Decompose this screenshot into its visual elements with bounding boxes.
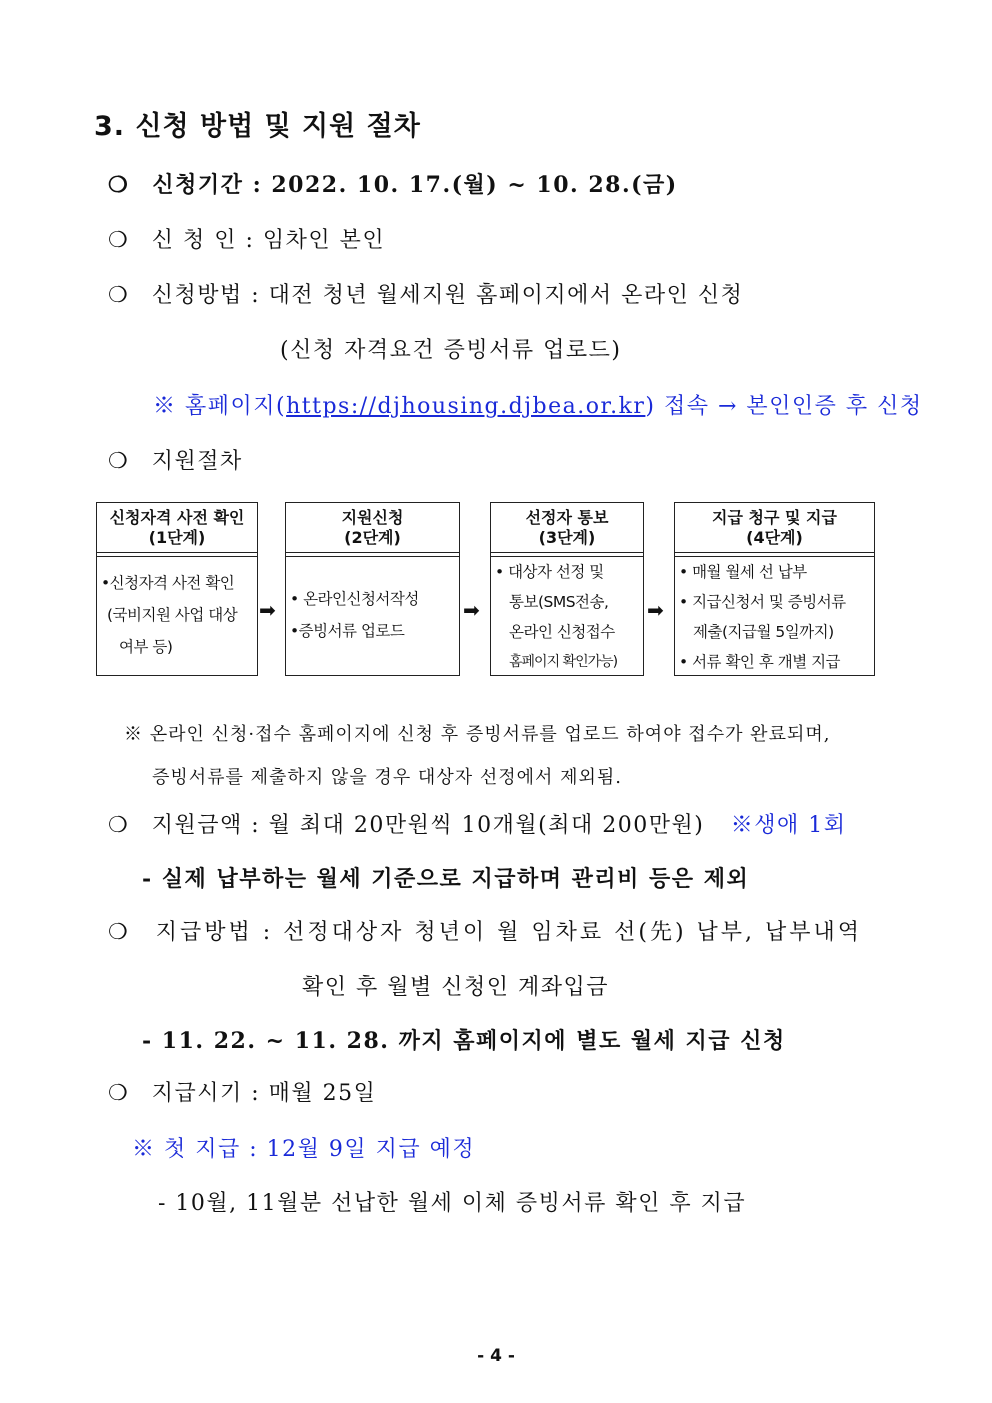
step-line: 제출(지급월 5일까지) (693, 623, 834, 641)
step-line: •증빙서류 업로드 (290, 622, 405, 640)
step-box-4 (674, 502, 875, 676)
online-note-line2: 증빙서류를 제출하지 않을 경우 대상자 선정에서 제외됨. (152, 767, 622, 788)
arrow-right-icon: ➡ (463, 598, 480, 622)
payment-method-text: 지급방법 : 선정대상자 청년이 월 임차료 선(先) 납부, 납부내역 (155, 920, 863, 945)
bullet-icon: ❍ (108, 283, 130, 308)
bullet-icon: ❍ (108, 172, 130, 198)
step-body (679, 557, 872, 675)
bullet-icon: ❍ (108, 813, 130, 838)
application-method (108, 278, 743, 309)
step-line: 홈페이지 확인가능) (509, 654, 618, 670)
step-header (675, 503, 874, 553)
payment-method-text2: 확인 후 월별 신청인 계좌입금 (302, 975, 609, 1000)
step-box-2 (285, 502, 460, 676)
online-note-line1: ※ 온라인 신청·접수 홈페이지에 신청 후 증빙서류를 업로드 하여야 접수가 완료되며, (124, 724, 831, 745)
step-title: 선정자 통보 (525, 508, 609, 527)
step-box-1 (96, 502, 258, 676)
applicant (108, 223, 385, 254)
application-period-text: 신청기간 : 2022. 10. 17.(월) ~ 10. 28.(금) (152, 172, 678, 198)
step-stage: (3단계) (538, 528, 596, 547)
step-header (491, 503, 643, 553)
step-stage: (4단계) (746, 528, 803, 547)
step-body (290, 583, 457, 675)
homepage-note-suffix: ) 접속 → 본인인증 후 신청 (645, 394, 923, 419)
step-stage: (2단계) (344, 528, 401, 547)
step-body (101, 567, 255, 675)
support-amount (108, 808, 847, 839)
bullet-icon: ❍ (108, 449, 130, 474)
section-title: 3. 신청 방법 및 지원 절차 (94, 111, 421, 142)
applicant-text: 신 청 인 : 임차인 본인 (151, 228, 386, 253)
payment-time (108, 1076, 376, 1107)
procedure-heading (108, 444, 243, 475)
application-period (108, 168, 678, 199)
step-line: • 대상자 선정 및 (495, 563, 604, 581)
support-amount-sub: - 실제 납부하는 월세 기준으로 지급하며 관리비 등은 제외 (142, 866, 750, 892)
homepage-link[interactable]: https://djhousing.djbea.or.kr (286, 394, 646, 419)
support-amount-text: 지원금액 : 월 최대 20만원씩 10개월(최대 200만원) (151, 813, 705, 838)
first-payment-note: ※ 첫 지급 : 12월 9일 지급 예정 (132, 1137, 476, 1162)
payment-time-text: 지급시기 : 매월 25일 (151, 1081, 377, 1106)
step-line: (국비지원 사업 대상 (107, 606, 238, 624)
step-line: • 온라인신청서작성 (290, 590, 419, 608)
step-box-3 (490, 502, 644, 676)
homepage-note-prefix: ※ 홈페이지( (153, 394, 287, 419)
procedure-heading-text: 지원절차 (151, 449, 243, 474)
step-line: • 서류 확인 후 개별 지급 (679, 653, 841, 671)
step-header (286, 503, 459, 553)
page-number: - 4 - (477, 1346, 515, 1366)
step-line: • 매월 월세 선 납부 (679, 563, 807, 581)
bullet-icon: ❍ (108, 228, 130, 253)
arrow-right-icon: ➡ (647, 598, 664, 622)
step-line: •신청자격 사전 확인 (101, 574, 235, 592)
homepage-note (153, 389, 923, 420)
lifetime-once-note: ※생애 1회 (730, 813, 847, 838)
step-title: 지원신청 (341, 508, 404, 527)
step-title: 신청자격 사전 확인 (109, 508, 245, 527)
arrow-right-icon: ➡ (259, 598, 276, 622)
step-body (495, 557, 641, 675)
payment-method-sub: - 11. 22. ~ 11. 28. 까지 홈페이지에 별도 월세 지급 신청 (142, 1028, 786, 1054)
bullet-icon: ❍ (108, 920, 130, 945)
bullet-icon: ❍ (108, 1081, 130, 1106)
step-title: 지급 청구 및 지급 (712, 508, 837, 527)
payment-time-sub: - 10월, 11월분 선납한 월세 이체 증빙서류 확인 후 지급 (158, 1191, 747, 1216)
step-header (97, 503, 257, 553)
step-line: 통보(SMS전송, (509, 593, 609, 611)
step-line: • 지급신청서 및 증빙서류 (679, 593, 846, 611)
application-method-text: 신청방법 : 대전 청년 월세지원 홈페이지에서 온라인 신청 (151, 283, 744, 308)
step-line: 온라인 신청접수 (509, 623, 615, 641)
payment-method (108, 915, 862, 946)
step-line: 여부 등) (119, 638, 173, 656)
application-method-sub: (신청 자격요건 증빙서류 업로드) (280, 338, 622, 363)
step-stage: (1단계) (148, 528, 206, 547)
